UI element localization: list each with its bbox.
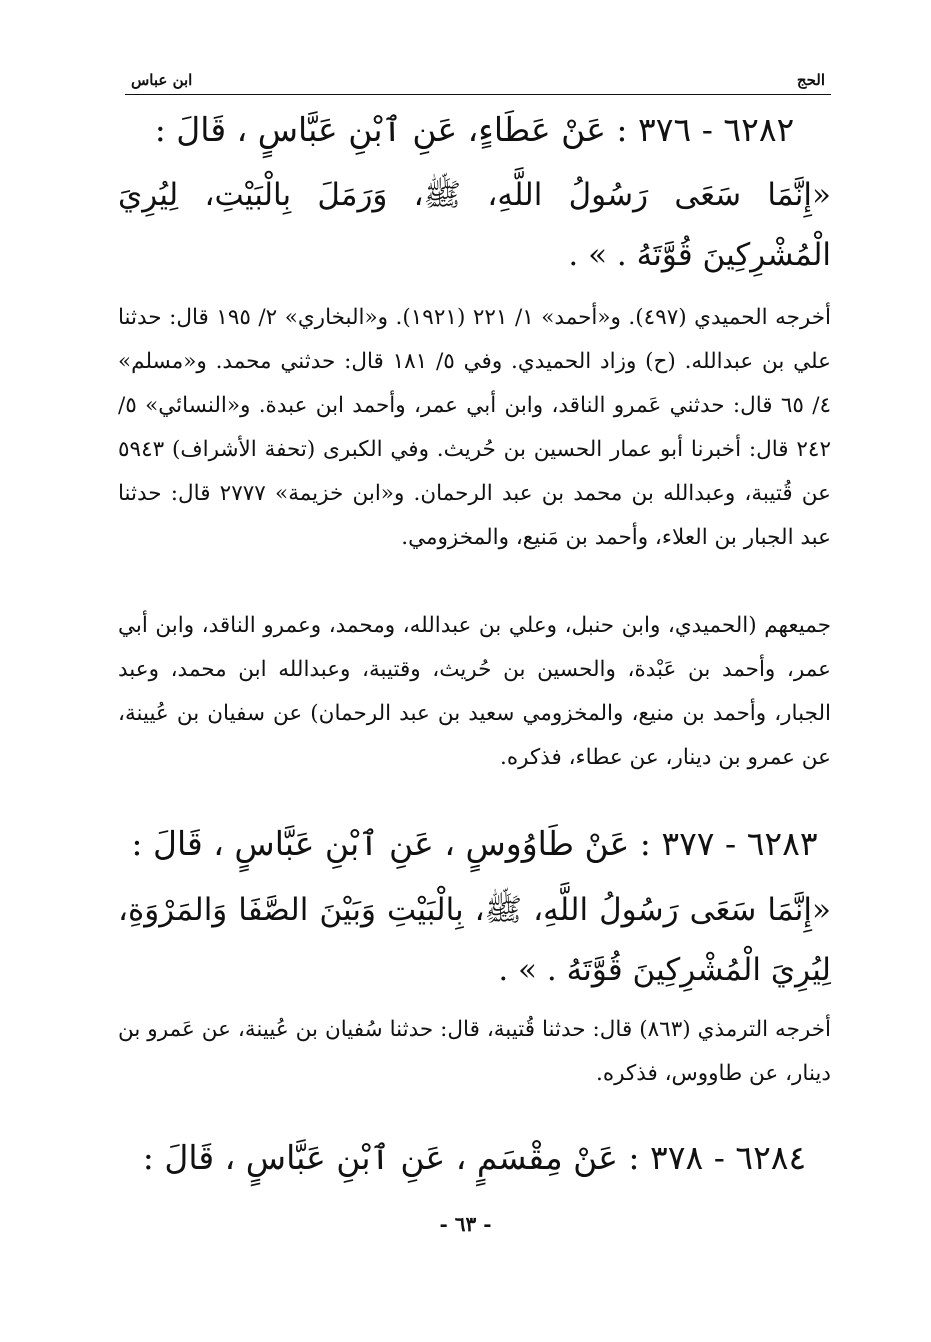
commentary-paragraph-2: جميعهم (الحميدي، وابن حنبل، وعلي بن عبدالله، ومحمد، وعمرو الناقد، وابن أبي عمر، وأحمد بن عَبْدة، والحسين بن حُريث، وقتيبة، وعبدالله ابن محمد، وعبد الجبار، وأحمد بن منيع، والمخزومي سعيد بن عبد الرحمان) عن سفيان بن عُيينة، عن عمرو بن دينار، عن عطاء، فذكره.: [118, 613, 831, 770]
hadith-heading-6284: ٦٢٨٤ - ٣٧٨ : عَنْ مِقْسَمٍ ، عَنِ ٱبْنِ عَبَّاسٍ ، قَالَ :: [142, 1138, 807, 1177]
commentary-paragraph-3: أخرجه الترمذي (٨٦٣) قال: حدثنا قُتيبة، قال: حدثنا سُفيان بن عُيينة، عن عَمرو بن دينار، عن طاووس، فذكره.: [118, 1017, 832, 1086]
running-header: [125, 70, 831, 95]
header-chapter: الحج: [791, 70, 831, 90]
hadith-text-6283: «إِنَّمَا سَعَى رَسُولُ اللَّهِ، ﷺ، بِالْبَيْتِ وَبَيْنَ الصَّفَا وَالمَرْوَةِ، لِيُرِيَ الْمُشْرِكِينَ قُوَّتَهُ . » .: [118, 892, 831, 988]
hadith-text-6282: «إِنَّمَا سَعَى رَسُولُ اللَّهِ، ﷺ، وَرَمَلَ بِالْبَيْتِ، لِيُرِيَ الْمُشْرِكِينَ قُوَّتَهُ . » .: [118, 177, 831, 273]
header-narrator: ابن عباس: [125, 70, 198, 90]
page-number: - ٦٣ -: [439, 1212, 492, 1236]
hadith-heading-6283: ٦٢٨٣ - ٣٧٧ : عَنْ طَاوُوسٍ ، عَنِ ٱبْنِ عَبَّاسٍ ، قَالَ :: [131, 824, 818, 863]
hadith-heading-6282: ٦٢٨٢ - ٣٧٦ : عَنْ عَطَاءٍ، عَنِ ٱبْنِ عَبَّاسٍ ، قَالَ :: [154, 110, 795, 149]
commentary-paragraph-1: أخرجه الحميدي (٤٩٧). و«أحمد» ١/ ٢٢١ (١٩٢١). و«البخاري» ٢/ ١٩٥ قال: حدثنا علي بن عبدالله. (ح) وزاد الحميدي. وفي ٥/ ١٨١ قال: حدثني محمد. و«مسلم» ٤/ ٦٥ قال: حدثني عَمرو الناقد، وابن أبي عمر، وأحمد ابن عبدة. و«النسائي» ٥/ ٢٤٢ قال: أخبرنا أبو عمار الحسين بن حُريث. وفي الكبرى (تحفة الأشراف) ٥٩٤٣ عن قُتيبة، وعبدالله بن محمد بن عبد الرحمان. و«ابن خزيمة» ٢٧٧٧ قال: حدثنا عبد الجبار بن العلاء، وأحمد بن مَنيع، والمخزومي.: [118, 305, 832, 550]
